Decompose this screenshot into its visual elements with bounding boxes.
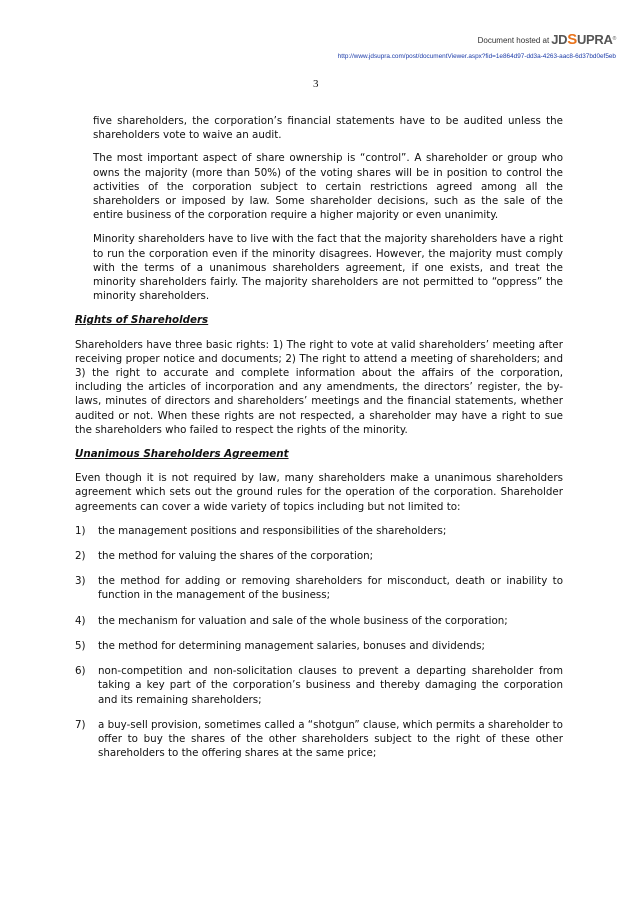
paragraph-basic-rights: Shareholders have three basic rights: 1) The right to vote at valid shareholders’ meeting after receiving proper notice and documents; 2) The right to attend a meeting of shareholders; and 3) the right to accurate and complete information about the affairs of the corporation, including the articles of incorporation and any amendments, the directors’ register, the by-laws, minutes of directors and shareholders’ meetings and the financial statements, whether audited or not. When these rights are not respected, a shareholder may have a right to sue the shareholders who failed to respect the rights of the minority.	[75, 338, 563, 436]
agreement-topics-list	[75, 524, 563, 760]
list-item-text: non-competition and non-solicitation clauses to prevent a departing shareholder from taking a key part of the corporation’s business and thereby damaging the corporation and its remaining shareholders;	[98, 665, 563, 706]
paragraph-agreement-intro: Even though it is not required by law, many shareholders make a unanimous shareholders agreement which sets out the ground rules for the operation of the corporation. Shareholder agreements can cover a wide variety of topics including but not limited to:	[75, 472, 563, 513]
list-item-text: the mechanism for valuation and sale of the whole business of the corporation;	[98, 614, 508, 627]
heading-unanimous-shareholders-agreement: Unanimous Shareholders Agreement	[75, 448, 289, 461]
list-item-number: 2)	[75, 550, 86, 563]
page-number: 3	[313, 78, 319, 90]
list-item-text: a buy-sell provision, sometimes called a “shotgun” clause, which permits a shareholder to offer to buy the shares of the other shareholders subject to the right of these other shareholders to the offering shares at the same price;	[98, 718, 563, 760]
hosted-label: Document hosted at	[477, 36, 550, 45]
list-item	[75, 614, 563, 628]
hosted-by-banner	[477, 31, 616, 48]
list-item	[75, 718, 563, 761]
paragraph-audit: five shareholders, the corporation’s financial statements have to be audited unless the shareholders vote to waive an audit.	[93, 115, 563, 142]
list-item-text: the management positions and responsibilities of the shareholders;	[98, 524, 447, 537]
list-item	[75, 549, 563, 563]
heading-rights-of-shareholders: Rights of Shareholders	[75, 314, 209, 327]
list-item-number: 6)	[75, 665, 86, 678]
list-item	[75, 639, 563, 653]
jdsupra-logo[interactable]	[551, 31, 616, 48]
list-item	[75, 524, 563, 538]
logo-trademark: ®	[612, 36, 616, 42]
list-item-text: the method for adding or removing shareholders for misconduct, death or inability to function in the management of the business;	[98, 575, 563, 602]
paragraph-minority: Minority shareholders have to live with the fact that the majority shareholders have a right to run the corporation even if the minority disagrees. However, the majority must comply with the terms of a unanimous shareholders agreement, if one exists, and treat the minority shareholders fairly. The majority shareholders are not permitted to “oppress” the minority shareholders.	[93, 233, 563, 303]
list-item-number: 3)	[75, 575, 86, 588]
logo-upra: UPRA	[576, 32, 613, 47]
list-item-number: 4)	[75, 614, 86, 627]
paragraph-control: The most important aspect of share ownership is “control”. A shareholder or group who owns the majority (more than 50%) of the voting shares will be in position to control the activities of the corporation subject to certain restrictions agreed among all the shareholders or imposed by law. Some shareholder decisions, such as the sale of the entire business of the corporation require a higher majority or even unanimity.	[93, 152, 563, 222]
list-item-number: 1)	[75, 524, 86, 537]
list-item-text: the method for determining management salaries, bonuses and dividends;	[98, 639, 485, 652]
logo-jd: JD	[551, 32, 568, 47]
document-url-link[interactable]: http://www.jdsupra.com/post/documentViewer.aspx?fid=1e864d97-dd3a-4263-aac8-6d37bd0ef5eb	[337, 53, 616, 60]
list-item	[75, 574, 563, 602]
list-item-number: 7)	[75, 718, 86, 731]
logo-s: S	[567, 31, 577, 48]
document-body	[75, 114, 563, 771]
list-item-number: 5)	[75, 639, 86, 652]
list-item-text: the method for valuing the shares of the corporation;	[98, 550, 374, 563]
list-item	[75, 664, 563, 707]
